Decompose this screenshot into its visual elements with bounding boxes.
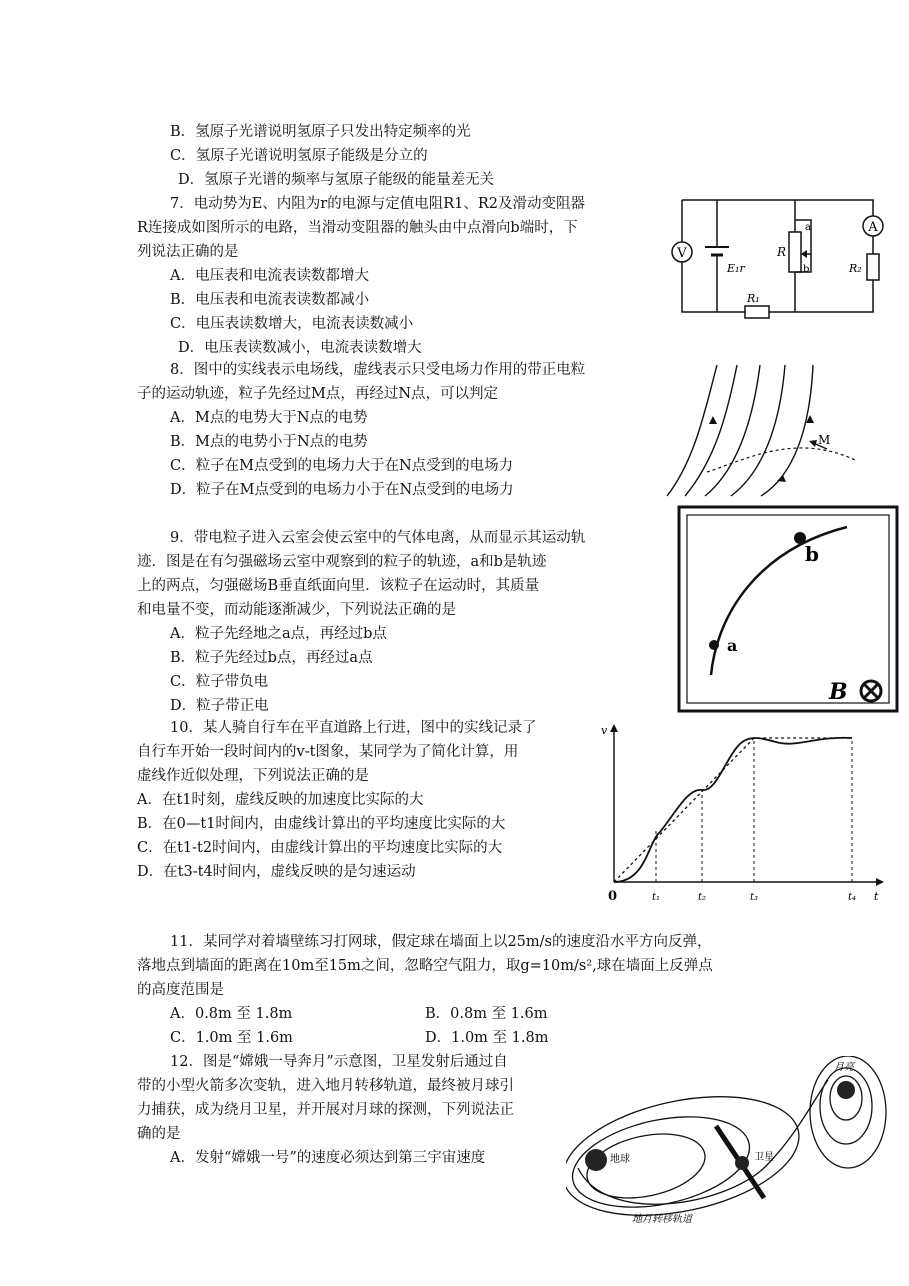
t1-label: t₁ [652,892,661,903]
q7-stem-line2: R连接成如图所示的电路，当滑动变阻器的触头由中点滑向b端时，下 [137,220,578,236]
q12-stem-line3: 力捕获，成为绕月卫星，并开展对月球的探测，下列说法正 [137,1102,514,1118]
r2-label: R₂ [849,262,862,275]
q11-option-b: B．0.8m 至 1.6m [425,1006,548,1022]
v-axis-label: v [601,724,608,737]
q7-stem-line3: 列说法正确的是 [137,244,239,260]
q8-option-b: B．M点的电势小于N点的电势 [170,434,368,450]
q7-stem-line1: 7．电动势为E、内阻为r的电源与定值电阻R1、R2及滑动变阻器 [170,196,586,212]
q10-option-b: B．在0—t1时间内，由虚线计算出的平均速度比实际的大 [137,816,506,832]
q12-orbit-diagram [566,1056,891,1228]
satellite-label: 卫星 [754,1152,774,1163]
q11-stem-line1: 11．某同学对着墙壁练习打网球，假定球在墙面上以25m/s的速度沿水平方向反弹， [170,934,712,950]
q9-stem-line1: 9．带电粒子进入云室会使云室中的气体电离，从而显示其运动轨 [170,530,586,546]
q7-circuit-diagram [665,192,890,324]
q8-field-lines-diagram [665,360,860,498]
q7-option-d: D．电压表读数减小，电流表读数增大 [178,340,422,356]
ammeter-label: A [868,220,878,235]
q10-vt-graph [596,722,886,910]
q9-option-a: A．粒子先经地之a点，再经过b点 [170,626,387,642]
q10-stem-line3: 虚线作近似处理，下列说法正确的是 [137,768,369,784]
point-a-label: a [727,636,738,655]
q12-stem-line4: 确的是 [137,1126,181,1142]
q6-option-d: D．氢原子光谱的频率与氢原子能级的能量差无关 [178,172,495,188]
q9-stem-line3: 上的两点，匀强磁场B垂直纸面向里．该粒子在运动时，其质量 [137,578,540,594]
q11-stem-line2: 落地点到墙面的距离在10m至15m之间，忽略空气阻力，取g=10m/s²,球在墙面上反弹点 [137,958,713,974]
q11-option-c: C．1.0m 至 1.6m [170,1030,293,1046]
q8-option-c: C．粒子在M点受到的电场力大于在N点受到的电场力 [170,458,514,474]
battery-label: E₁r [727,262,745,275]
t2-label: t₂ [698,892,707,903]
q9-option-d: D．粒子带正电 [170,698,269,714]
q10-stem-line2: 自行车开始一段时间内的v-t图象，某同学为了简化计算，用 [137,744,519,760]
q12-stem-line1: 12．图是“嫦娥一导奔月”示意图，卫星发射后通过自 [170,1054,508,1070]
q8-stem-line1: 8．图中的实线表示电场线，虚线表示只受电场力作用的带正电粒 [170,362,586,378]
rheostat-label: R [777,245,787,259]
moon-label: 月亮 [834,1062,854,1073]
q10-option-c: C．在t1-t2时间内，由虚线计算出的平均速度比实际的大 [137,840,503,856]
moon-icon [837,1081,855,1099]
q8-option-d: D．粒子在M点受到的电场力小于在N点受到的电场力 [170,482,514,498]
origin-label: 0 [608,889,618,904]
point-b-label: b [805,542,819,566]
t3-label: t₃ [750,892,759,903]
field-b-label: B [829,679,848,705]
q9-option-b: B．粒子先经过b点，再经过a点 [170,650,373,666]
transfer-orbit-label: 地月转移轨道 [632,1214,692,1225]
point-m-label: M [818,433,831,447]
q10-option-d: D．在t3-t4时间内，虚线反映的是匀速运动 [137,864,416,880]
q9-cloud-chamber-diagram [677,505,899,713]
q10-option-a: A．在t1时刻，虚线反映的加速度比实际的大 [137,792,424,808]
q8-stem-line2: 子的运动轨迹，粒子先经过M点，再经过N点，可以判定 [137,386,499,402]
q12-option-a: A．发射“嫦娥一号”的速度必须达到第三宇宙速度 [170,1150,486,1166]
q9-stem-line2: 迹．图是在有匀强磁场云室中观察到的粒子的轨迹，a和b是轨迹 [137,554,547,570]
q10-stem-line1: 10．某人骑自行车在平直道路上行进，图中的实线记录了 [170,720,537,736]
q7-option-b: B．电压表和电流表读数都减小 [170,292,370,308]
q6-option-c: C．氢原子光谱说明氢原子能级是分立的 [170,148,428,164]
q6-option-b: B．氢原子光谱说明氢原子只发出特定频率的光 [170,124,471,140]
t-axis-label: t [874,890,879,903]
r1-label: R₁ [747,292,760,305]
q12-stem-line2: 带的小型火箭多次变轨，进入地月转移轨道，最终被月球引 [137,1078,514,1094]
earth-icon [585,1149,607,1171]
q9-option-c: C．粒子带负电 [170,674,269,690]
voltmeter-label: V [677,246,687,261]
q11-option-a: A．0.8m 至 1.8m [170,1006,293,1022]
q11-stem-line3: 的高度范围是 [137,982,224,998]
q7-option-a: A．电压表和电流表读数都增大 [170,268,369,284]
t4-label: t₄ [848,892,857,903]
rheostat-end-a: a [805,222,811,233]
earth-label: 地球 [610,1154,630,1165]
q11-option-d: D．1.0m 至 1.8m [425,1030,549,1046]
q7-option-c: C．电压表读数增大，电流表读数减小 [170,316,414,332]
q8-option-a: A．M点的电势大于N点的电势 [170,410,368,426]
rheostat-end-b: b [803,264,810,275]
q9-stem-line4: 和电量不变，而动能逐渐减少，下列说法正确的是 [137,602,456,618]
